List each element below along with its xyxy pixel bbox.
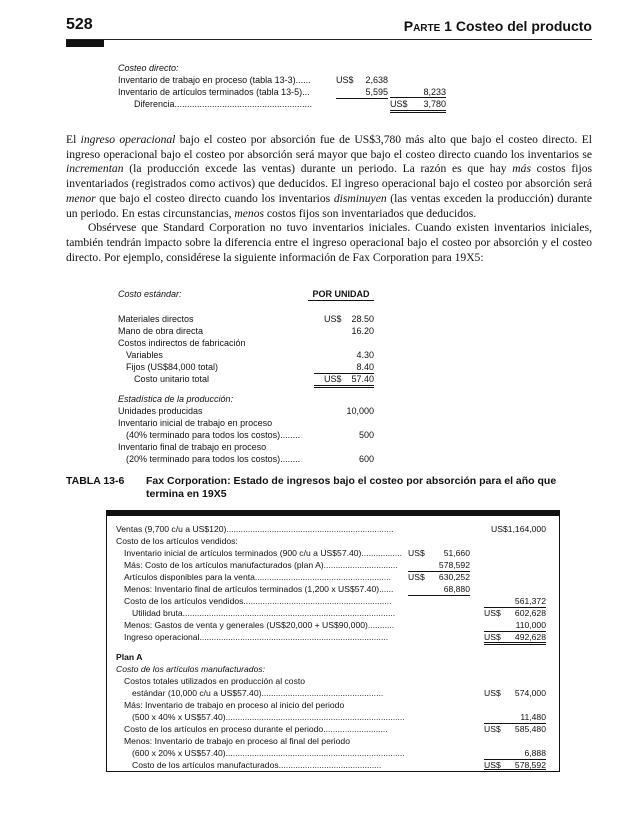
amount: 8,233 <box>423 87 446 97</box>
table-row: Ingreso operacional............................................................................... US$ 492,628 <box>116 632 548 644</box>
part-label: Parte 1 <box>403 18 452 34</box>
production-stats-row: Unidades producidas 10,000 <box>118 406 374 416</box>
page-number: 528 <box>66 16 93 33</box>
body-text <box>66 133 592 265</box>
header-block <box>66 40 104 47</box>
table-row: Costos totales utilizados en producción al costo <box>124 676 306 686</box>
direct-costing-row <box>118 98 454 110</box>
production-stats-title: Estadística de la producción: <box>118 394 234 404</box>
direct-costing-title: Costeo directo: <box>118 63 179 73</box>
table-row: Artículos disponibles para la venta......................................................... US$ 630,252 <box>124 572 470 582</box>
currency: US$ <box>390 99 408 109</box>
standard-cost-row: Costos indirectos de fabricación <box>118 338 246 348</box>
production-stats-row: (40% terminado para todos los costos)........ 500 <box>126 430 374 440</box>
standard-cost-row: Mano de obra directa 16.20 <box>118 326 374 336</box>
table-row: Utilidad bruta......................................................................................... US$ 602,628 <box>132 608 546 618</box>
standard-cost-row: Materiales directos US$ 28.50 <box>118 314 374 324</box>
table-row: Menos: Inventario de trabajo en proceso al final del periodo <box>124 736 350 746</box>
table-row: Costo de los artículos vendidos.............................................................. 561,372 <box>124 596 546 606</box>
amount: 2,638 <box>365 75 388 85</box>
table-row: Más: Inventario de trabajo en proceso al inicio del periodo <box>124 700 345 710</box>
table-row: Ventas (9,700 c/u a US$120)...................................................................... US$1,164,000 <box>116 524 546 534</box>
column-header: POR UNIDAD <box>308 288 374 301</box>
standard-cost-header <box>118 288 374 300</box>
production-stats-row: Inventario final de trabajo en proceso <box>118 442 267 452</box>
table-label: TABLA 13-6 <box>66 475 125 487</box>
table-row: estándar (10,000 c/u a US$57.40)................................................... US$ 574,000 <box>132 688 546 698</box>
table-row: Inventario inicial de artículos terminados (900 c/u a US$57.40)................. US$ 51,660 <box>124 548 470 558</box>
direct-costing-row <box>118 74 454 86</box>
production-stats-row: Inventario inicial de trabajo en proceso <box>118 418 273 428</box>
production-stats-row: (20% terminado para todos los costos)........ 600 <box>126 454 374 464</box>
table-title: Fax Corporation: Estado de ingresos bajo el costeo por absorción para el año que termina en 19X5 <box>146 475 557 500</box>
standard-cost-title: Costo estándar: <box>118 289 182 299</box>
paragraph-1: El ingreso operacional bajo el costeo por absorción fue de US$3,780 más alto que bajo el costeo directo. El ingreso operacional bajo el costeo por absorción será mayor que bajo el costeo directo cuando los inventarios se incrementan (la producción excede las ventas) durante un periodo. La razón es que hay más costos fijos inventariados (registrados como activos) que deducidos. El ingreso operacional bajo el costeo por absorción será menor que bajo el costeo directo cuando los inventarios disminuyen (las ventas exceden la producción) durante un periodo. En estas circunstancias, menos costos fijos son inventariados que deducidos. <box>66 133 593 220</box>
paragraph-2: Obsérvese que Standard Corporation no tuvo inventarios iniciales. Cuando existen inventarios iniciales, también tendrán impacto sobre la diferencia entre el ingreso operacional bajo el costeo por absorción y el costeo directo. Por ejemplo, considérese la siguiente información de Fax Corporation para 19X5: <box>66 221 592 264</box>
header-rule <box>66 39 592 40</box>
amount: 5,595 <box>365 87 388 97</box>
amount: 3,780 <box>423 99 446 109</box>
plan-title: Plan A <box>116 652 143 662</box>
table-row: (600 x 20% x US$57.40)........................................................................... 6,888 <box>132 748 546 758</box>
row-label: Inventario de artículos terminados (tabla 13-5)... <box>118 87 310 97</box>
standard-cost-row: Variables 4.30 <box>126 350 374 360</box>
table-row: Costo de los artículos manufacturados........................................... US$ 578,592 <box>132 760 546 770</box>
row-label: Diferencia....................................................... <box>134 99 313 109</box>
running-header <box>392 18 592 34</box>
row-label: Inventario de trabajo en proceso (tabla 13-3)...... <box>118 75 311 85</box>
standard-cost-row: Costo unitario total US$ 57.40 <box>118 373 374 385</box>
table-row: Menos: Gastos de venta y generales (US$20,000 + US$90,000)........... 110,000 <box>124 620 546 630</box>
table-row: Costo de los artículos vendidos: <box>116 536 238 546</box>
table-row: Menos: Inventario final de artículos terminados (1,200 x US$57.40)...... 68,880 <box>124 584 470 594</box>
plan-subtitle: Costo de los artículos manufacturados: <box>116 664 266 674</box>
table-row: Más: Costo de los artículos manufacturados (plan A)............................... 578,592 <box>124 560 470 570</box>
standard-cost-row: Fijos (US$84,000 total) 8.40 <box>126 362 374 372</box>
table-row: Costo de los artículos en proceso durante el periodo........................... US$ 585,480 <box>124 724 546 734</box>
currency: US$ <box>336 75 354 85</box>
part-title: Costeo del producto <box>455 18 592 34</box>
table-row: (500 x 40% x US$57.40)........................................................................... 11,480 <box>132 712 546 722</box>
